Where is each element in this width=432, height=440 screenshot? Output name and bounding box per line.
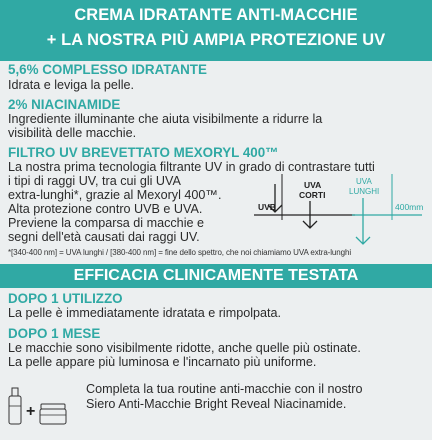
uv-spectrum-diagram [252,174,427,254]
section-heading-filtro-uv: FILTRO UV BREVETTATO MEXORYL 400™ [8,145,279,160]
uvb-label: UVB [258,202,276,212]
section-text-filtro-3: extra-lunghi*, grazie al Mexoryl 400™. [8,188,222,202]
uvb-arrow-icon [268,184,282,212]
uva-corti-label-2: CORTI [299,190,326,200]
plus-sign: + [26,403,36,420]
section-text-filtro-5: Previene la comparsa di macchie e [8,216,204,230]
header-title-line2: + LA NOSTRA PIÙ AMPIA PROTEZIONE UV [46,31,386,49]
uva-corti-label-1: UVA [304,180,322,190]
section-heading-complesso: 5,6% COMPLESSO IDRATANTE [8,62,207,77]
serum-bottle-icon [9,388,21,424]
routine-text-line1: Completa la tua routine anti-macchie con il nostro [86,382,363,396]
section-text-filtro-2: i tipi di raggi UV, tra cui gli UVA [8,174,181,188]
cream-jar-icon [40,404,66,424]
result-heading-1-use: DOPO 1 UTILIZZO [8,291,123,306]
uva-lunghi-arrow-icon [356,198,370,244]
header-banner [0,0,432,61]
result-text-1-use: La pelle è immediatamente idratata e rimpolpata. [8,306,282,320]
section-text-niacinamide-2: visibilità delle macchie. [8,126,137,140]
section-text-filtro-4: Alta protezione contro UVB e UVA. [8,202,203,216]
uva-lunghi-label-2: LUNGHI [349,187,380,196]
result-text-1-month-2: La pelle appare più luminosa e l'incarnato più uniforme. [8,355,317,369]
nm-label: 400mm [395,202,424,212]
result-text-1-month-1: Le macchie sono visibilmente ridotte, anche quelle più ostinate. [8,341,361,355]
result-heading-1-month: DOPO 1 MESE [8,326,101,341]
section-text-niacinamide-1: Ingrediente illuminante che aiuta visibilmente a ridurre la [8,112,323,126]
section-text-filtro-1: La nostra prima tecnologia filtrante UV in grado di contrastare tutti [8,160,375,174]
routine-text [86,382,363,412]
routine-text-line2: Siero Anti-Macchie Bright Reveal Niacinamide. [86,397,347,411]
section-text-filtro-6: segni dell'età causati dai raggi UV. [8,230,200,244]
section-text-complesso: Idrata e leviga la pelle. [8,78,135,92]
routine-icons [4,382,84,437]
uva-lunghi-label-1: UVA [356,177,372,186]
header-title-line1: CREMA IDRATANTE ANTI-MACCHIE [74,6,358,24]
efficacy-banner: EFFICACIA CLINICAMENTE TESTATA [0,264,432,288]
uv-footnote: *[340-400 nm] = UVA lunghi / [380-400 nm] = fine dello spettro, che noi chiamiamo UVA extra-lunghi [8,248,351,257]
section-heading-niacinamide: 2% NIACINAMIDE [8,97,121,112]
